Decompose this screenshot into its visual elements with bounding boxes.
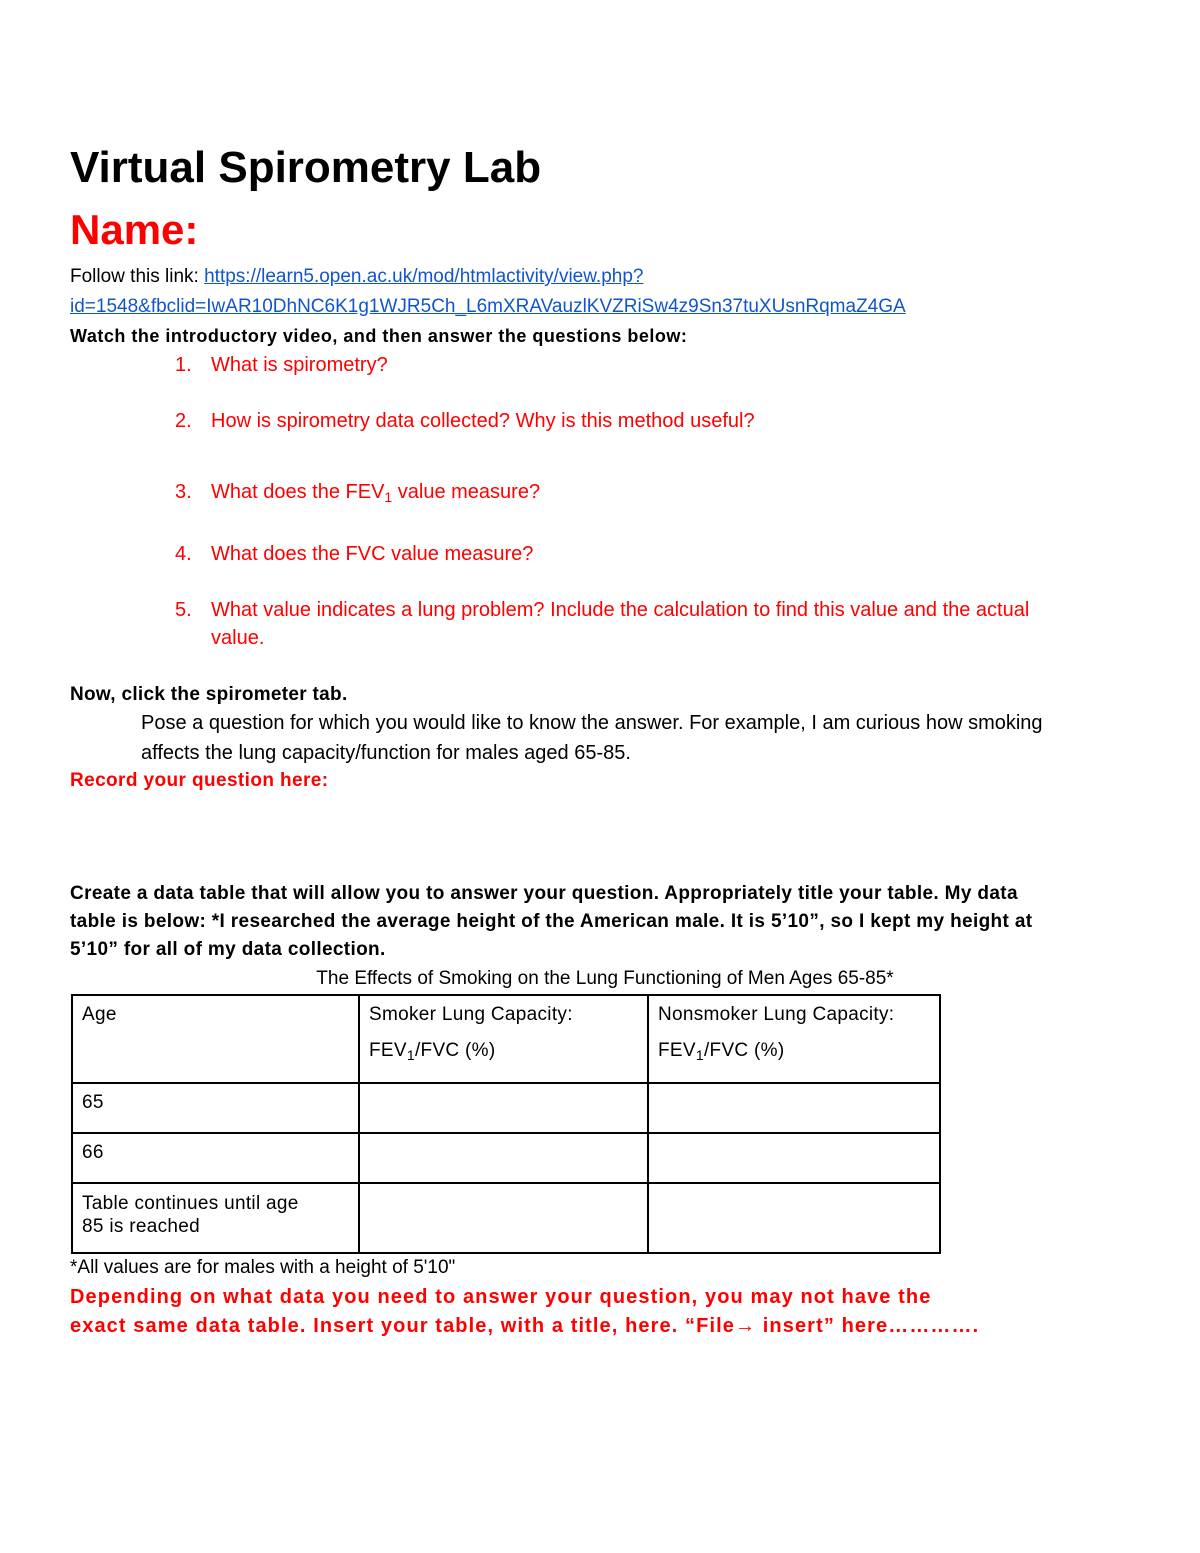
cell-age: 66: [72, 1133, 359, 1183]
question-text-after: value measure?: [392, 481, 541, 503]
header-age: [72, 995, 359, 1083]
cell-nonsmoker[interactable]: [648, 1083, 940, 1133]
question-text-line2: value.: [211, 627, 265, 649]
question-text-line1: What value indicates a lung problem? Include the calculation to find this value and the actual: [211, 599, 1030, 621]
table-row-continuation: [72, 1183, 940, 1253]
question-text: [211, 481, 540, 504]
header-smoker-ratio: [369, 1040, 638, 1062]
link-line-1: [70, 266, 643, 288]
subscript: 1: [695, 1047, 704, 1063]
cell-nonsmoker[interactable]: [648, 1133, 940, 1183]
record-question-label: Record your question here:: [70, 770, 329, 791]
question-number: 3.: [175, 481, 192, 503]
question-number: 2.: [175, 410, 192, 432]
continue-line-1: Table continues until age: [82, 1193, 299, 1214]
create-table-line-1: Create a data table that will allow you to answer your question. Appropriately title your table. My data: [70, 883, 1018, 904]
fev-text: FEV: [658, 1040, 696, 1061]
link-line-2: [70, 296, 906, 318]
data-table: [71, 994, 941, 1254]
question-number: 1.: [175, 354, 192, 376]
cell-continue: [72, 1183, 359, 1253]
table-footnote: *All values are for males with a height of 5'10": [70, 1257, 456, 1278]
question-text: How is spirometry data collected? Why is this method useful?: [211, 410, 755, 432]
create-table-line-3: 5’10” for all of my data collection.: [70, 939, 386, 960]
ratio-text: /FVC (%): [703, 1040, 785, 1061]
cell-age: 65: [72, 1083, 359, 1133]
spirometry-link-part1[interactable]: https://learn5.open.ac.uk/mod/htmlactivity/view.php?: [204, 266, 644, 287]
cell-smoker[interactable]: [359, 1133, 648, 1183]
table-row: [72, 1133, 940, 1183]
instructions-heading: Watch the introductory video, and then answer the questions below:: [70, 326, 688, 346]
header-nonsmoker-label: Nonsmoker Lung Capacity:: [658, 1004, 895, 1025]
page-title: Virtual Spirometry Lab: [70, 143, 542, 192]
subscript: 1: [384, 489, 393, 505]
ratio-text: /FVC (%): [414, 1040, 496, 1061]
table-title: [0, 968, 1200, 990]
link-prefix: Follow this link:: [70, 266, 205, 287]
table-title-text: The Effects of Smoking on the Lung Functioning of Men Ages 65-85*: [316, 968, 894, 989]
table-header-row: [72, 995, 940, 1083]
question-number: 4.: [175, 543, 192, 565]
prompt-line-1: Pose a question for which you would like to know the answer. For example, I am curious how smoking: [141, 712, 1043, 734]
cell-smoker[interactable]: [359, 1183, 648, 1253]
header-age-label: Age: [82, 1004, 117, 1025]
final-instruction: [70, 1283, 979, 1341]
final-instruction-line-1: Depending on what data you need to answer your question, you may not have the: [70, 1286, 932, 1308]
cell-nonsmoker[interactable]: [648, 1183, 940, 1253]
question-text: What does the FVC value measure?: [211, 543, 534, 565]
table-row: [72, 1083, 940, 1133]
header-smoker-label: Smoker Lung Capacity:: [369, 1004, 573, 1025]
spirometry-link-part2[interactable]: id=1548&fbclid=IwAR10DhNC6K1g1WJR5Ch_L6mXRAVauzlKVZRiSw4z9Sn37tuXUsnRqmaZ4GA: [70, 296, 906, 317]
prompt-line-2: affects the lung capacity/function for males aged 65-85.: [141, 742, 631, 764]
question-text-before: What does the FEV: [211, 481, 385, 503]
name-label: Name:: [70, 206, 199, 253]
fev-text: FEV: [369, 1040, 407, 1061]
header-nonsmoker: [648, 995, 940, 1083]
create-table-line-2: table is below: *I researched the average height of the American male. It is 5’10”, so I kept my height at: [70, 911, 1033, 932]
spirometer-heading: Now, click the spirometer tab.: [70, 684, 348, 705]
header-nonsmoker-ratio: [658, 1040, 930, 1062]
question-text: What is spirometry?: [211, 354, 388, 376]
header-smoker: [359, 995, 648, 1083]
question-number: 5.: [175, 599, 192, 621]
continue-line-2: 85 is reached: [82, 1216, 200, 1237]
cell-smoker[interactable]: [359, 1083, 648, 1133]
subscript: 1: [406, 1047, 415, 1063]
final-instruction-line-2: exact same data table. Insert your table, with a title, here. “File→ insert” here………….: [70, 1315, 980, 1337]
